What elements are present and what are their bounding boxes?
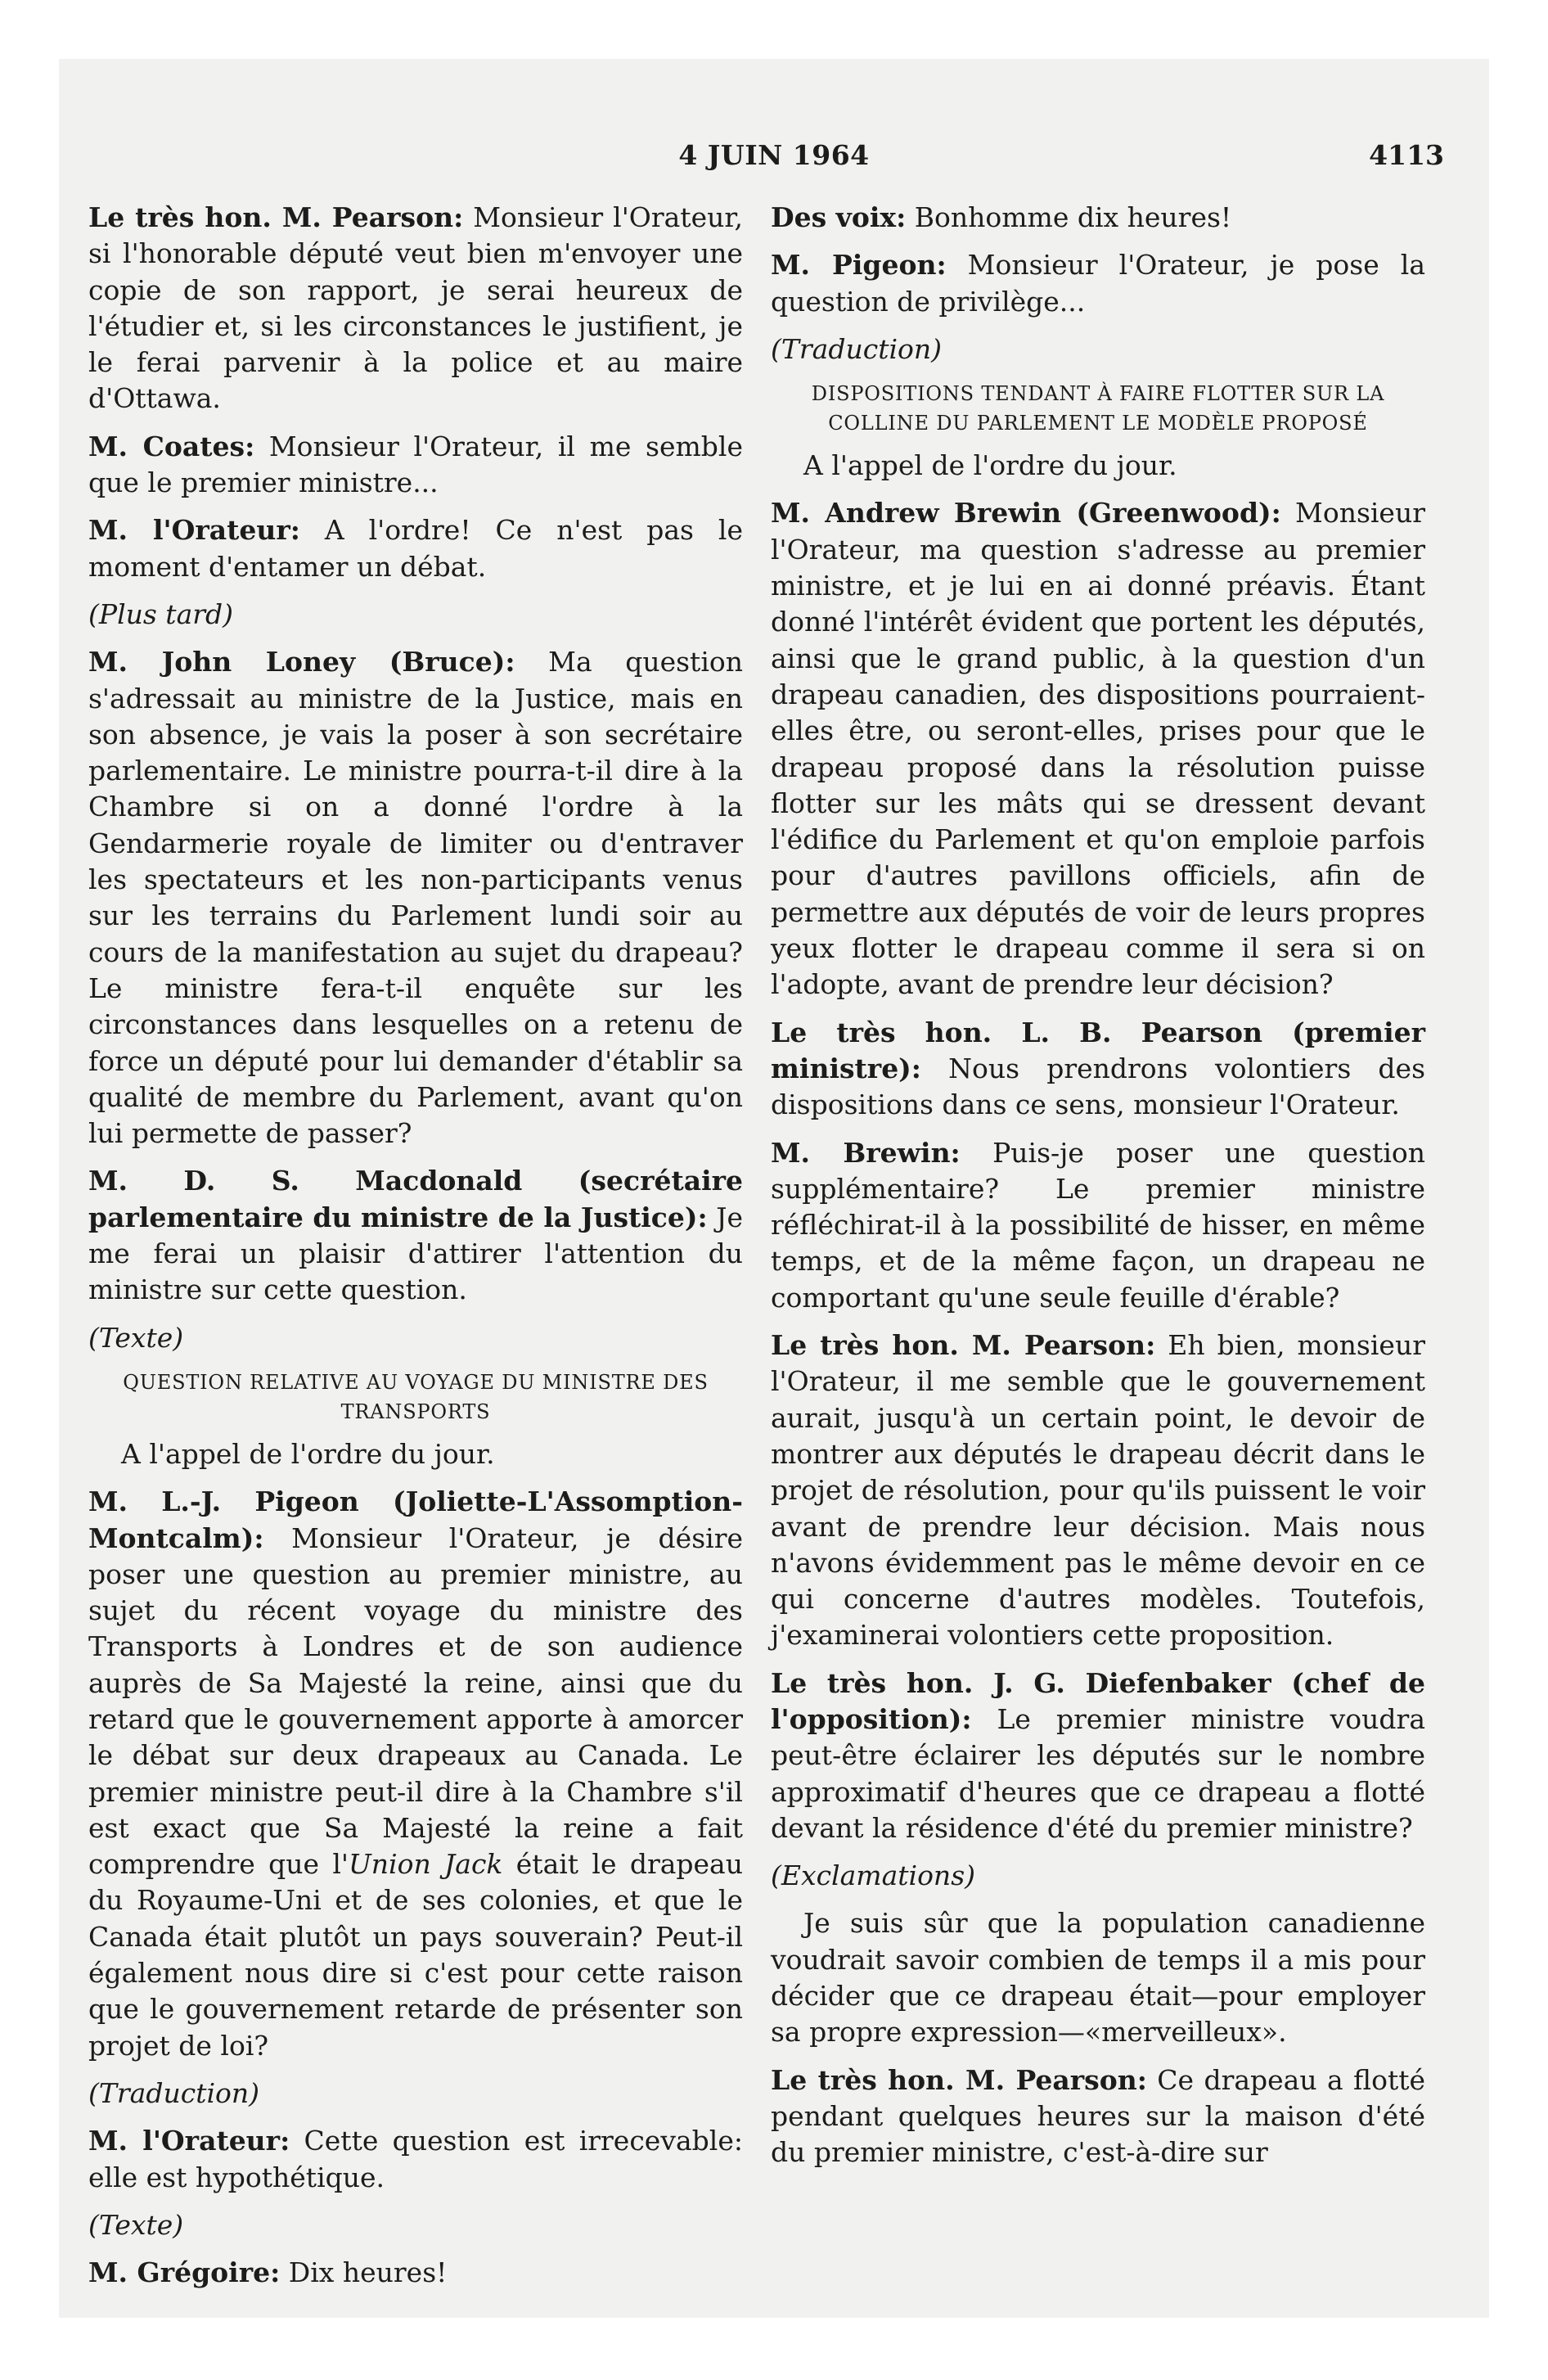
paragraph bbox=[771, 200, 1425, 236]
speaker-name: Le très hon. J. G. Diefenbaker (chef de l'opposition): bbox=[771, 1666, 1425, 1735]
speech-text: Eh bien, monsieur l'Orateur, il me semble que le gouvernement aurait, jusqu'à un certain point, le devoir de montrer aux députés le drapeau décrit dans le projet de résolution, pour qu'ils puissent le voir avant de prendre leur décision. Mais nous n'avons évidemment pas le même devoir en ce qui concerne d'autres modèles. Toutefois, j'examinerai volontiers cette proposition. bbox=[771, 1329, 1425, 1652]
speech-text: Nous prendrons volontiers des dispositions dans ce sens, monsieur l'Orateur. bbox=[771, 1052, 1425, 1121]
paragraph bbox=[88, 512, 743, 585]
speech-text: Monsieur l'Orateur, je désire poser une question au premier ministre, au sujet du récent voyage du ministre des Transports à Londres et de son audience auprès de Sa Majesté la reine, ainsi que du retard que le gouvernement apporte à amorcer le débat sur deux drapeaux au Canada. Le premier ministre peut-il dire à la Chambre s'il est exact que Sa Majesté la reine a fait comprendre que l' bbox=[88, 1521, 743, 1881]
paragraph bbox=[771, 1135, 1425, 1316]
speech-text: Monsieur l'Orateur, ma question s'adresse au premier ministre, et je lui en ai donné préavis. Étant donné l'intérêt évident que portent les députés, ainsi que le grand public, à la question d'un drapeau canadien, des dispositions pourraient-elles être, ou seront-elles, prises pour que le drapeau proposé dans la résolution puisse flotter sur les mâts qui se dressent devant l'édifice du Parlement et qu'on emploie parfois pour d'autres pavillons officiels, afin de permettre aux députés de voir de leurs propres yeux flotter le drapeau comme il sera si on l'adopte, avant de prendre leur décision? bbox=[771, 497, 1425, 1001]
procedural-note: (Plus tard) bbox=[88, 597, 234, 630]
speaker-name: Le très hon. M. Pearson: bbox=[88, 201, 464, 233]
speaker-name: M. l'Orateur: bbox=[88, 514, 300, 547]
speech-text: Je me ferai un plaisir d'attirer l'attention du ministre sur cette question. bbox=[88, 1201, 744, 1306]
paragraph bbox=[771, 1327, 1425, 1654]
section-heading: QUESTION RELATIVE AU VOYAGE DU MINISTRE DES TRANSPORTS bbox=[123, 1370, 709, 1423]
speech-text: Monsieur l'Orateur, je pose la question de privilège... bbox=[771, 249, 1425, 318]
paragraph bbox=[88, 1484, 743, 2064]
page-date: 4 JUIN 1964 bbox=[678, 139, 870, 171]
speech-text: Bonhomme dix heures! bbox=[906, 201, 1232, 233]
section-heading: DISPOSITIONS TENDANT À FAIRE FLOTTER SUR LA COLLINE DU PARLEMENT LE MODÈLE PROPOSÉ bbox=[811, 382, 1385, 435]
paragraph: Je suis sûr que la population canadienne voudrait savoir combien de temps il a mis pour décider que ce drapeau était—pour employer sa propre expression—«merveilleux». bbox=[771, 1907, 1425, 2049]
paragraph bbox=[88, 1163, 743, 1308]
speaker-name: M. John Loney (Bruce): bbox=[88, 646, 515, 678]
paragraph bbox=[88, 2255, 743, 2291]
speaker-name: Des voix: bbox=[771, 201, 907, 233]
speaker-name: M. Coates: bbox=[88, 430, 255, 462]
procedural-note: (Traduction) bbox=[771, 332, 943, 365]
paragraph bbox=[771, 495, 1425, 1003]
speaker-name: M. l'Orateur: bbox=[88, 2125, 290, 2157]
speaker-name: M. Grégoire: bbox=[88, 2256, 281, 2289]
speech-text: Le premier ministre voudra peut-être éclairer les députés sur le nombre approximatif d'heures que ce drapeau a flotté devant la résidence d'été du premier ministre? bbox=[771, 1702, 1425, 1844]
speech-text: Puis-je poser une question supplémentaire? Le premier ministre réfléchirat-il à la possibilité de hisser, en même temps, et de la même façon, un drapeau ne comportant qu'une seule feuille d'érable? bbox=[771, 1136, 1425, 1314]
speech-text: A l'ordre! Ce n'est pas le moment d'entamer un débat. bbox=[88, 514, 743, 583]
paragraph: A l'appel de l'ordre du jour. bbox=[803, 449, 1177, 482]
speaker-name: Le très hon. L. B. Pearson (premier ministre): bbox=[771, 1016, 1425, 1084]
paragraph: A l'appel de l'ordre du jour. bbox=[121, 1437, 495, 1470]
speech-text: Dix heures! bbox=[280, 2256, 448, 2289]
paragraph bbox=[771, 1666, 1425, 1846]
speaker-name: M. Andrew Brewin (Greenwood): bbox=[771, 497, 1281, 530]
speech-text: était le drapeau du Royaume-Uni et de ses colonies, et que le Canada était plutôt un pays souverain? Peut-il également nous dire si c'est pour cette raison que le gouvernement retarde de présenter son projet de loi? bbox=[88, 1848, 743, 2062]
speech-text: Monsieur l'Orateur, si l'honorable député veut bien m'envoyer une copie de son rapport, je serai heureux de l'étudier et, si les circonstances le justifient, je le ferai parvenir à la police et au maire d'Ottawa. bbox=[88, 201, 743, 415]
paragraph bbox=[88, 200, 743, 417]
speaker-name: M. Pigeon: bbox=[771, 249, 947, 282]
speaker-name: Le très hon. M. Pearson: bbox=[771, 2063, 1147, 2096]
speech-text: Monsieur l'Orateur, il me semble que le premier ministre... bbox=[88, 430, 743, 499]
speech-text: Cette question est irrecevable: elle est hypothétique. bbox=[88, 2125, 743, 2193]
paragraph bbox=[771, 2062, 1425, 2171]
speaker-name: M. D. S. Macdonald (secrétaire parlementaire du ministre de la Justice): bbox=[88, 1165, 743, 1233]
speech-text: Ce drapeau a flotté pendant quelques heures sur la maison d'été du premier ministre, c'est-à-dire sur bbox=[771, 2063, 1425, 2169]
procedural-note: (Texte) bbox=[88, 2208, 184, 2241]
speech-text: Ma question s'adressait au ministre de la Justice, mais en son absence, je vais la poser à son secrétaire parlementaire. Le ministre pourra-t-il dire à la Chambre si on a donné l'ordre à la Gendarmerie royale de limiter ou d'entraver les spectateurs et les non-participants venus sur les terrains du Parlement lundi soir au cours de la manifestation au sujet du drapeau? Le ministre fera-t-il enquête sur les circonstances dans lesquelles on a retenu de force un député pour lui demander d'établir sa qualité de membre du Parlement, avant qu'on lui permette de passer? bbox=[88, 646, 743, 1150]
speaker-name: M. L.-J. Pigeon (Joliette-L'Assomption-Montcalm): bbox=[88, 1485, 743, 1554]
page-header bbox=[59, 139, 1489, 172]
paragraph bbox=[88, 644, 743, 1152]
procedural-note: (Traduction) bbox=[88, 2076, 260, 2109]
right-column bbox=[771, 200, 1425, 2183]
procedural-note: (Exclamations) bbox=[771, 1859, 975, 1892]
paragraph bbox=[88, 429, 743, 502]
page-number: 4113 bbox=[1369, 139, 1444, 171]
paragraph bbox=[771, 1015, 1425, 1124]
speaker-name: Le très hon. M. Pearson: bbox=[771, 1329, 1156, 1362]
left-column bbox=[88, 200, 743, 2302]
speaker-name: M. Brewin: bbox=[771, 1136, 961, 1169]
procedural-note: (Texte) bbox=[88, 1321, 184, 1354]
italic-term: Union Jack bbox=[348, 1848, 503, 1881]
paragraph bbox=[88, 2123, 743, 2196]
paragraph bbox=[771, 247, 1425, 320]
